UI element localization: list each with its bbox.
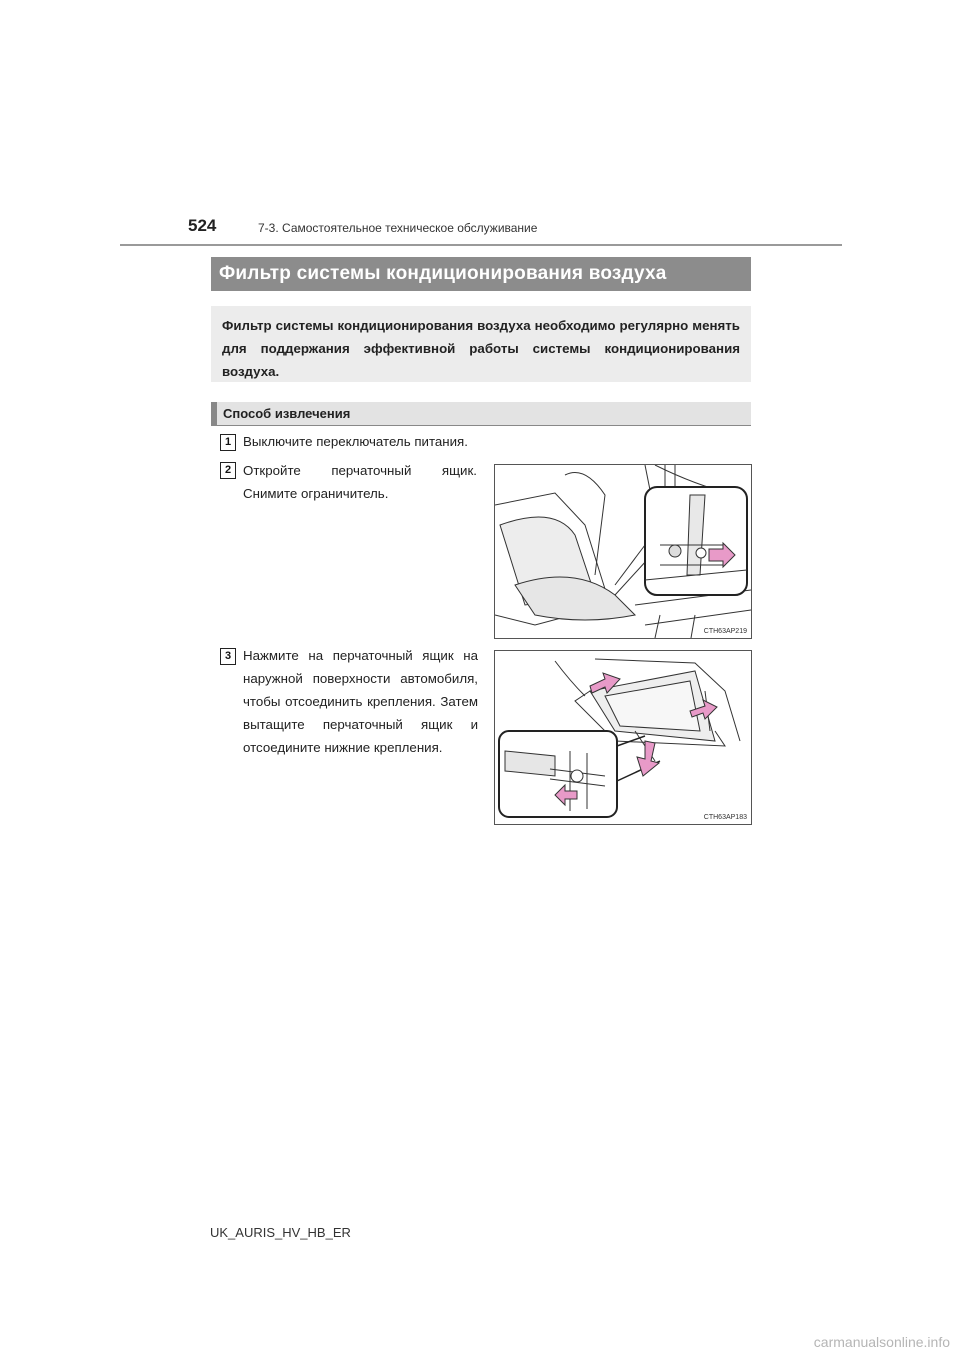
figure-glovebox-removal bbox=[494, 650, 752, 825]
step-text-1: Выключите переключатель питания. bbox=[243, 434, 468, 449]
page-title: Фильтр системы кондиционирования воздуха bbox=[211, 257, 751, 291]
glovebox-stopper-illustration bbox=[495, 465, 751, 638]
watermark: carmanualsonline.info bbox=[813, 1334, 950, 1350]
glovebox-removal-illustration bbox=[495, 651, 751, 824]
figure-code-label-3: CTH63AP183 bbox=[703, 814, 747, 821]
step-text-3: Нажмите на перчаточный ящик на наружной поверхности автомобиля, чтобы отсоединить крепления. Затем вытащите перчаточный ящик и отсоедините нижние крепления. bbox=[243, 648, 478, 755]
document-footer: UK_AURIS_HV_HB_ER bbox=[210, 1225, 351, 1240]
subsection-header: Способ извлечения bbox=[211, 402, 751, 426]
figure-code-label-2: CTH63AP219 bbox=[703, 628, 747, 635]
intro-box: Фильтр системы кондиционирования воздуха необходимо регулярно менять для поддержания эффективной работы системы кондиционирования воздуха. bbox=[211, 306, 751, 382]
step-number-1: 1 bbox=[220, 434, 236, 451]
page-number: 524 bbox=[188, 216, 217, 235]
header-rule bbox=[120, 244, 842, 246]
step-text-2: Откройте перчаточный ящик. Снимите ограничитель. bbox=[243, 463, 477, 501]
step-number-3: 3 bbox=[220, 648, 236, 665]
figure-glovebox-stopper bbox=[494, 464, 752, 639]
section-title: 7-3. Самостоятельное техническое обслуживание bbox=[258, 221, 538, 235]
step-number-2: 2 bbox=[220, 462, 236, 479]
